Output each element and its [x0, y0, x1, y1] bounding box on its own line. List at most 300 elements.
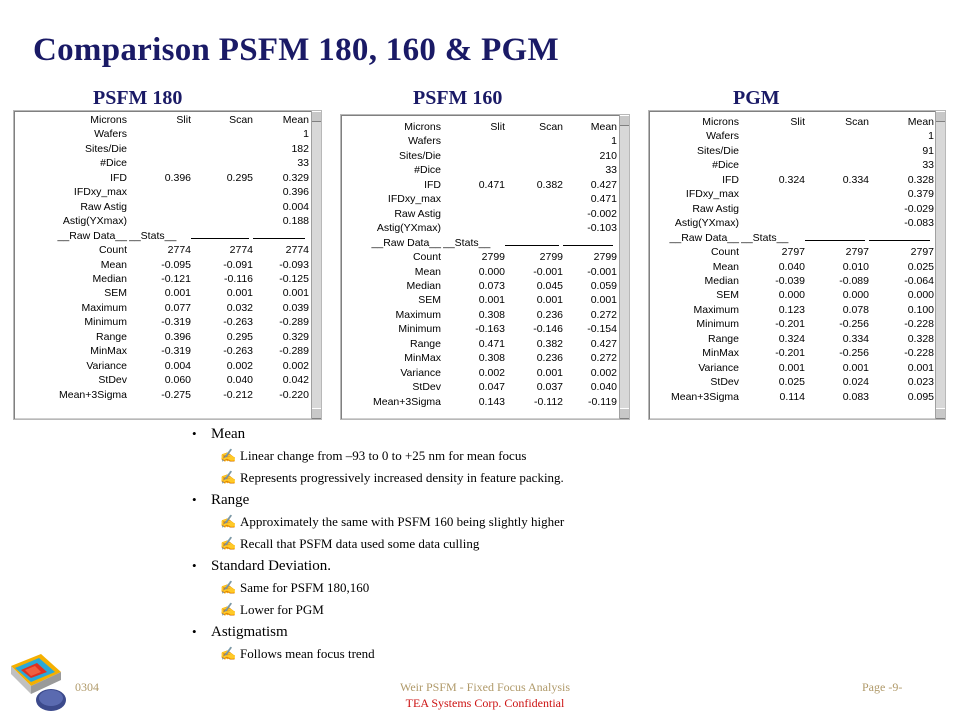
row-label: Count: [412, 251, 441, 264]
row-label: Median: [92, 272, 127, 285]
row-label: Astig(YXmax): [376, 222, 441, 235]
separator-line: [191, 229, 253, 243]
sub-bullet-item: [190, 577, 710, 599]
mean-value: -0.228: [904, 347, 934, 360]
slit-value: 0.324: [778, 332, 805, 345]
scan-value: [191, 156, 253, 170]
separator-line: [563, 236, 617, 250]
mean-value: 1: [928, 130, 934, 143]
scan-value: [191, 127, 253, 141]
table-row: [17, 171, 309, 185]
slit-value: [443, 192, 505, 206]
column-header-scan: Scan: [229, 114, 253, 126]
table-row: [652, 129, 934, 143]
scan-value: 0.001: [842, 361, 869, 374]
column-header-slit: Slit: [790, 116, 805, 128]
table-row: [652, 144, 934, 158]
sub-bullet-item: [190, 445, 710, 467]
row-label: Range: [410, 337, 441, 350]
slit-value: 0.000: [778, 289, 805, 302]
column-header-slit: Slit: [490, 121, 505, 133]
bullet-item: [190, 555, 710, 577]
panel-title-psfm160: PSFM 160: [413, 87, 503, 109]
row-label: Variance: [86, 359, 127, 372]
table-row: [344, 250, 617, 264]
mean-value: 0.328: [907, 173, 934, 186]
scan-value: -0.001: [533, 265, 563, 278]
slit-value: -0.201: [775, 347, 805, 360]
sub-bullet-text: Recall that PSFM data used some data culling: [240, 536, 480, 551]
scan-value: 0.002: [226, 359, 253, 372]
scan-value: -0.116: [224, 272, 253, 285]
raw-data-separator: __Raw Data__: [57, 229, 127, 242]
footer-date: 0304: [75, 680, 99, 694]
slit-value: [129, 156, 191, 170]
mean-value: -0.103: [587, 222, 617, 235]
sub-bullet-item: [190, 467, 710, 489]
table-row: [344, 265, 617, 279]
row-label: Variance: [400, 366, 441, 379]
slit-value: -0.275: [161, 388, 191, 401]
mean-value: 0.272: [590, 308, 617, 321]
scan-value: -0.089: [839, 274, 869, 287]
scan-value: 0.334: [842, 173, 869, 186]
mean-value: -0.002: [587, 207, 617, 220]
table-row: [17, 229, 309, 243]
table-row: [344, 178, 617, 192]
mean-value: 2774: [285, 244, 309, 257]
bullet-dot-icon: •: [192, 624, 197, 639]
footer-confidential: TEA Systems Corp. Confidential: [405, 696, 565, 710]
slit-value: 0.001: [778, 361, 805, 374]
row-label: Mean+3Sigma: [671, 390, 739, 403]
table-row: [652, 202, 934, 216]
bullet-dot-icon: •: [192, 426, 197, 441]
column-header-slit: Slit: [176, 114, 191, 126]
panel-title-pgm: PGM: [733, 87, 780, 109]
slit-value: -0.201: [775, 318, 805, 331]
scan-value: -0.256: [839, 347, 869, 360]
row-label: #Dice: [712, 159, 739, 172]
scan-value: 0.083: [842, 390, 869, 403]
sub-bullet-text: Lower for PGM: [240, 602, 324, 617]
table-row: [652, 260, 934, 274]
row-label: Mean+3Sigma: [373, 395, 441, 408]
bullet-dot-icon: •: [192, 492, 197, 507]
slit-value: 0.123: [778, 303, 805, 316]
row-label: MinMax: [90, 345, 127, 358]
mean-value: 0.272: [590, 352, 617, 365]
page-title: Comparison PSFM 180, 160 & PGM: [33, 32, 559, 68]
mean-value: 0.427: [590, 337, 617, 350]
slit-value: -0.319: [161, 345, 191, 358]
stats-table: [17, 113, 309, 402]
row-label: Mean+3Sigma: [59, 388, 127, 401]
row-label: Minimum: [696, 318, 739, 331]
scan-value: 0.010: [842, 260, 869, 273]
slit-value: 0.025: [778, 376, 805, 389]
scan-value: 0.037: [536, 381, 563, 394]
table-row: [17, 258, 309, 272]
sub-bullet-text: Follows mean focus trend: [240, 646, 375, 661]
row-label: #Dice: [414, 164, 441, 177]
mean-value: 0.001: [907, 361, 934, 374]
row-label: SEM: [104, 287, 127, 300]
scan-value: 0.024: [842, 376, 869, 389]
slit-value: 0.396: [164, 330, 191, 343]
mean-value: -0.289: [279, 345, 309, 358]
row-label: StDev: [412, 381, 441, 394]
mean-value: -0.125: [279, 272, 309, 285]
table-row: [344, 221, 617, 235]
stats-table: [344, 120, 617, 409]
mean-value: 182: [291, 142, 309, 155]
table-row: [17, 315, 309, 329]
mean-value: -0.093: [279, 258, 309, 271]
column-header-microns: Microns: [90, 114, 127, 126]
sub-bullet-item: [190, 533, 710, 555]
bullet-text: Astigmatism: [211, 624, 288, 640]
scan-value: 0.334: [842, 332, 869, 345]
bullet-text: Range: [211, 492, 250, 508]
row-label: Wafers: [706, 130, 739, 143]
mean-value: 0.001: [282, 287, 309, 300]
table-row: [344, 149, 617, 163]
table-row: [652, 245, 934, 259]
scan-value: -0.263: [223, 316, 253, 329]
row-label: Wafers: [408, 135, 441, 148]
slit-value: 2774: [167, 244, 191, 257]
table-row: [652, 375, 934, 389]
bullet-item: [190, 489, 710, 511]
mean-value: 210: [599, 149, 617, 162]
mean-value: 0.002: [590, 366, 617, 379]
scan-value: -0.112: [534, 395, 563, 408]
slit-value: [443, 207, 505, 221]
table-row: [652, 231, 934, 245]
slit-value: [741, 129, 805, 143]
scan-value: 0.000: [842, 289, 869, 302]
mean-value: -0.228: [904, 318, 934, 331]
separator-line: [505, 236, 563, 250]
scan-value: -0.212: [223, 388, 253, 401]
scan-value: 2797: [845, 246, 869, 259]
mean-value: 0.042: [282, 374, 309, 387]
stats-panel-pgm: [648, 110, 946, 420]
slit-value: [443, 221, 505, 235]
column-header-mean: Mean: [282, 114, 309, 126]
row-label: Mean: [712, 260, 739, 273]
sub-bullet-item: [190, 511, 710, 533]
bullet-item: [190, 423, 710, 445]
mean-value: 91: [922, 144, 934, 157]
table-row: [344, 337, 617, 351]
scan-value: [191, 185, 253, 199]
table-row: [652, 216, 934, 230]
scan-value: [505, 149, 563, 163]
slit-value: 0.308: [478, 352, 505, 365]
stats-panel-psfm160: [340, 114, 630, 420]
table-row: [17, 373, 309, 387]
scrollbar[interactable]: [935, 111, 945, 419]
mean-value: -0.220: [279, 388, 309, 401]
scrollbar[interactable]: [619, 115, 629, 419]
table-row: [17, 344, 309, 358]
mean-value: 0.039: [282, 301, 309, 314]
slit-value: 0.001: [164, 287, 191, 300]
column-header-scan: Scan: [845, 116, 869, 128]
row-label: StDev: [710, 376, 739, 389]
row-label: Sites/Die: [696, 144, 739, 157]
table-row: [344, 236, 617, 250]
mean-value: 0.004: [282, 200, 309, 213]
row-label: #Dice: [100, 157, 127, 170]
slit-value: [741, 158, 805, 172]
mean-value: 2797: [910, 246, 934, 259]
slit-value: 0.060: [164, 374, 191, 387]
scan-value: [505, 163, 563, 177]
slit-value: 0.001: [478, 294, 505, 307]
row-label: Variance: [698, 361, 739, 374]
slit-value: [443, 134, 505, 148]
scan-value: [505, 207, 563, 221]
row-label: SEM: [716, 289, 739, 302]
row-label: IFD: [722, 173, 739, 186]
scan-value: [805, 144, 869, 158]
raw-data-separator: __Raw Data__: [371, 236, 441, 249]
pen-icon: ✍: [220, 470, 237, 485]
table-row: [17, 388, 309, 402]
pen-icon: ✍: [220, 602, 237, 617]
slit-value: -0.121: [161, 272, 191, 285]
mean-value: 0.000: [907, 289, 934, 302]
mean-value: 0.396: [282, 186, 309, 199]
table-row: [652, 346, 934, 360]
slit-value: [741, 202, 805, 216]
scan-value: 0.045: [536, 279, 563, 292]
table-row: [17, 185, 309, 199]
table-row: [17, 156, 309, 170]
scan-value: 0.236: [536, 352, 563, 365]
row-label: Count: [98, 244, 127, 257]
row-label: IFDxy_max: [387, 193, 441, 206]
tea-logo-icon: [7, 652, 67, 714]
row-label: Mean: [100, 258, 127, 271]
bullet-text: Standard Deviation.: [211, 558, 331, 574]
mean-value: 1: [303, 128, 309, 141]
footer-page: Page -9-: [862, 680, 903, 694]
column-header-mean: Mean: [590, 121, 617, 133]
table-row: [344, 134, 617, 148]
stats-panel-psfm180: [13, 110, 322, 420]
mean-value: 0.328: [907, 332, 934, 345]
scan-value: [805, 187, 869, 201]
raw-data-separator: __Raw Data__: [669, 231, 739, 244]
table-row: [17, 286, 309, 300]
table-row: [344, 366, 617, 380]
row-label: IFD: [424, 178, 441, 191]
row-label: Count: [710, 246, 739, 259]
mean-value: -0.083: [904, 217, 934, 230]
pen-icon: ✍: [220, 536, 237, 551]
sub-bullet-text: Linear change from –93 to 0 to +25 nm for mean focus: [240, 448, 527, 463]
column-header-microns: Microns: [404, 121, 441, 133]
scan-value: -0.146: [533, 323, 563, 336]
panel-title-psfm180: PSFM 180: [93, 87, 183, 109]
bullet-text: Mean: [211, 426, 246, 442]
pen-icon: ✍: [220, 448, 237, 463]
scan-value: [505, 221, 563, 235]
table-row: [652, 390, 934, 404]
row-label: Mean: [414, 265, 441, 278]
row-label: Wafers: [94, 128, 127, 141]
table-row: [652, 158, 934, 172]
mean-value: -0.001: [587, 265, 617, 278]
mean-value: 0.059: [590, 279, 617, 292]
slit-value: [129, 200, 191, 214]
table-row: [652, 317, 934, 331]
scan-value: 0.078: [842, 303, 869, 316]
slit-value: 0.002: [478, 366, 505, 379]
slit-value: 0.308: [478, 308, 505, 321]
sub-bullet-item: [190, 643, 710, 665]
table-row: [652, 332, 934, 346]
table-row: [652, 173, 934, 187]
scan-value: [805, 158, 869, 172]
row-label: Maximum: [395, 308, 441, 321]
table-row: [652, 187, 934, 201]
column-header-mean: Mean: [907, 116, 934, 128]
scan-value: [505, 192, 563, 206]
table-row: [17, 272, 309, 286]
table-row: [344, 192, 617, 206]
row-label: Astig(YXmax): [674, 217, 739, 230]
slit-value: 0.040: [778, 260, 805, 273]
scan-value: 0.001: [226, 287, 253, 300]
table-row: [17, 214, 309, 228]
row-label: SEM: [418, 294, 441, 307]
scan-value: [805, 216, 869, 230]
slit-value: [443, 163, 505, 177]
mean-value: 0.023: [907, 376, 934, 389]
slit-value: [129, 185, 191, 199]
row-label: Maximum: [81, 301, 127, 314]
slit-value: -0.319: [161, 316, 191, 329]
scan-value: [191, 200, 253, 214]
slit-value: [443, 149, 505, 163]
scrollbar[interactable]: [311, 111, 321, 419]
scan-value: -0.256: [839, 318, 869, 331]
bullet-dot-icon: •: [192, 558, 197, 573]
row-label: Minimum: [84, 316, 127, 329]
mean-value: 2799: [593, 251, 617, 264]
slit-value: [741, 187, 805, 201]
table-row: [344, 308, 617, 322]
bullet-item: [190, 621, 710, 643]
sub-bullet-text: Same for PSFM 180,160: [240, 580, 370, 595]
sub-bullet-item: [190, 599, 710, 621]
scan-value: 0.236: [536, 308, 563, 321]
scan-value: [805, 129, 869, 143]
table-row: [652, 361, 934, 375]
table-row: [17, 359, 309, 373]
scan-value: [505, 134, 563, 148]
table-header-row: [344, 120, 617, 134]
table-row: [344, 322, 617, 336]
scan-value: 0.295: [226, 171, 253, 184]
mean-value: -0.154: [587, 323, 617, 336]
table-row: [344, 395, 617, 409]
mean-value: 0.025: [907, 260, 934, 273]
slit-value: 0.396: [164, 171, 191, 184]
table-row: [17, 200, 309, 214]
mean-value: 0.379: [907, 188, 934, 201]
slit-value: 0.073: [478, 279, 505, 292]
stats-table: [652, 115, 934, 404]
table-row: [652, 274, 934, 288]
scan-value: 0.295: [226, 330, 253, 343]
table-row: [17, 127, 309, 141]
table-header-row: [652, 115, 934, 129]
table-row: [652, 288, 934, 302]
table-row: [17, 301, 309, 315]
mean-value: 0.427: [590, 178, 617, 191]
table-row: [344, 351, 617, 365]
pen-icon: ✍: [220, 514, 237, 529]
row-label: Range: [708, 332, 739, 345]
mean-value: 0.002: [282, 359, 309, 372]
slit-value: 0.000: [478, 265, 505, 278]
slit-value: -0.039: [775, 274, 805, 287]
row-label: IFD: [110, 171, 127, 184]
sub-bullet-text: Represents progressively increased density in feature packing.: [240, 470, 564, 485]
slit-value: 0.047: [478, 381, 505, 394]
table-row: [17, 330, 309, 344]
slit-value: 0.004: [164, 359, 191, 372]
pen-icon: ✍: [220, 646, 237, 661]
row-label: Minimum: [398, 323, 441, 336]
sub-bullet-text: Approximately the same with PSFM 160 being slightly higher: [240, 514, 565, 529]
mean-value: 0.040: [590, 381, 617, 394]
row-label: Maximum: [693, 303, 739, 316]
mean-value: 0.329: [282, 330, 309, 343]
scan-value: [191, 214, 253, 228]
row-label: Median: [704, 274, 739, 287]
mean-value: 0.100: [907, 303, 934, 316]
scan-value: 2799: [539, 251, 563, 264]
stats-separator: __Stats__: [129, 229, 177, 242]
slit-value: 0.471: [478, 178, 505, 191]
separator-line: [805, 231, 869, 245]
slit-value: [129, 214, 191, 228]
mean-value: 0.188: [282, 215, 309, 228]
row-label: IFDxy_max: [685, 188, 739, 201]
row-label: IFDxy_max: [73, 186, 127, 199]
slit-value: -0.095: [161, 258, 191, 271]
table-row: [344, 279, 617, 293]
mean-value: 33: [922, 159, 934, 172]
row-label: Range: [96, 330, 127, 343]
bullet-list: [190, 423, 710, 665]
row-label: Raw Astig: [692, 202, 739, 215]
row-label: MinMax: [702, 347, 739, 360]
mean-value: 33: [297, 157, 309, 170]
slit-value: -0.163: [475, 323, 505, 336]
column-header-microns: Microns: [702, 116, 739, 128]
row-label: MinMax: [404, 352, 441, 365]
scan-value: [191, 142, 253, 156]
mean-value: 0.001: [590, 294, 617, 307]
